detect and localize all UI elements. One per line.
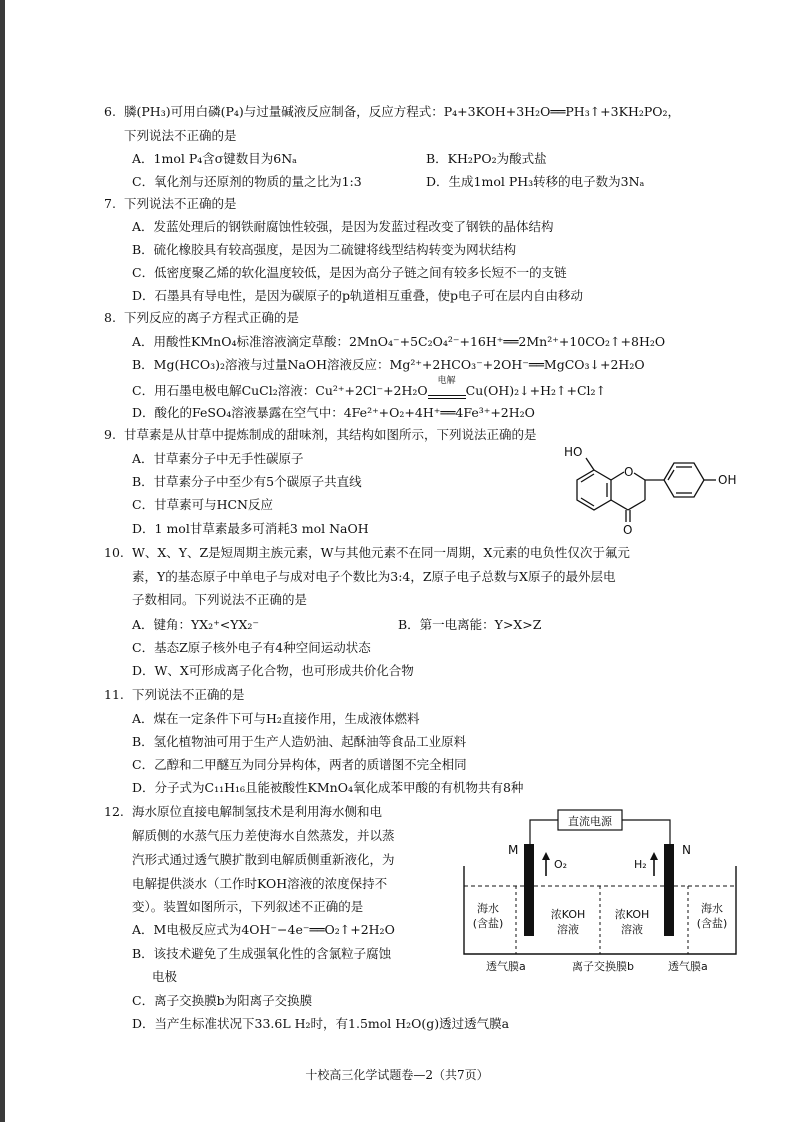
electrolysis-arrow bbox=[428, 376, 466, 399]
question-9-option-d: D．1 mol甘草素最多可消耗3 mol NaOH bbox=[132, 521, 369, 536]
question-6-stem-line-1: 膦(PH₃)可用白磷(P₄)与过量碱液反应制备，反应方程式：P₄+3KOH+3H₂O══PH₃↑+3KH₂PO₂， bbox=[124, 104, 681, 119]
wire-right bbox=[622, 820, 670, 844]
electrode-n-label: N bbox=[682, 843, 691, 857]
seawater-right-label-2: (含盐) bbox=[696, 917, 728, 930]
ring-a-double-bond-1 bbox=[581, 474, 594, 482]
question-6-number: 6. bbox=[104, 104, 116, 119]
electrode-n bbox=[664, 844, 674, 936]
benzene-ring-a bbox=[577, 470, 611, 510]
question-8-option-c-products: Cu(OH)₂↓+H₂↑+Cl₂↑ bbox=[465, 383, 607, 398]
wire-left bbox=[530, 820, 558, 844]
page-footer: 十校高三化学试题卷—2（共7页） bbox=[305, 1068, 489, 1082]
structure-bonds bbox=[577, 458, 716, 522]
benzene-ring-b bbox=[664, 463, 704, 497]
seawater-left-label-2: (含盐) bbox=[472, 917, 504, 930]
question-10-option-a: A．键角：YX₂⁺<YX₂⁻ bbox=[132, 617, 260, 632]
question-6-option-b: B．KH₂PO₂为酸式盐 bbox=[426, 151, 547, 166]
question-12-option-b-line-2: 电极 bbox=[152, 969, 178, 984]
question-7-stem: 下列说法不正确的是 bbox=[124, 196, 237, 211]
question-8-stem: 下列反应的离子方程式正确的是 bbox=[124, 310, 300, 325]
ring-a-double-bond-2 bbox=[581, 498, 594, 506]
question-7-option-c: C．低密度聚乙烯的软化温度较低，是因为高分子链之间有较多长短不一的支链 bbox=[132, 265, 567, 280]
question-11-option-a: A．煤在一定条件下可与H₂直接作用，生成液体燃料 bbox=[132, 711, 420, 726]
question-9-option-b: B．甘草素分子中至少有5个碳原子共直线 bbox=[132, 474, 362, 489]
liquiritigenin-structure-figure bbox=[556, 440, 756, 540]
question-6-option-c: C．氧化剂与还原剂的物质的量之比为1:3 bbox=[132, 174, 362, 189]
electrolysis-condition: 电解 bbox=[437, 376, 456, 386]
question-6-option-a: A．1mol P₄含σ键数目为6Nₐ bbox=[132, 151, 297, 166]
ring-c-bond-1 bbox=[611, 472, 624, 480]
ring-c-bond-5 bbox=[611, 500, 628, 510]
seawater-left-label-1: 海水 bbox=[477, 902, 499, 915]
question-12-option-b-line-1: B．该技术避免了生成强氧化性的含氯粒子腐蚀 bbox=[132, 946, 392, 961]
question-8-option-b: B．Mg(HCO₃)₂溶液与过量NaOH溶液反应：Mg²⁺+2HCO₃⁻+2OH⁻══MgCO₃↓+2H₂O bbox=[132, 357, 645, 372]
o2-arrow-head bbox=[542, 852, 550, 860]
h2-arrow-head bbox=[650, 852, 658, 860]
structure-label-keto-o: O bbox=[623, 523, 633, 537]
question-9-option-a: A．甘草素分子中无手性碳原子 bbox=[132, 451, 304, 466]
koh-right-label-2: 溶液 bbox=[621, 923, 643, 936]
question-9-option-c: C．甘草素可与HCN反应 bbox=[132, 497, 273, 512]
koh-right-label-1: 浓KOH bbox=[614, 908, 650, 921]
question-10-option-c: C．基态Z原子核外电子有4种空间运动状态 bbox=[132, 640, 371, 655]
ring-c-bond-2 bbox=[634, 473, 645, 480]
question-11-option-d: D．分子式为C₁₁H₁₆且能被酸性KMnO₄氧化成苯甲酸的有机物共有8种 bbox=[132, 780, 524, 795]
question-11-stem: 下列说法不正确的是 bbox=[132, 687, 245, 702]
page-edge bbox=[0, 0, 5, 1122]
electrolysis-apparatus-figure bbox=[460, 804, 740, 974]
o2-label: O₂ bbox=[554, 858, 568, 871]
question-6-option-d: D．生成1mol PH₃转移的电子数为3Nₐ bbox=[426, 174, 645, 189]
question-12-stem-line-3: 汽形式通过透气膜扩散到电解质侧重新液化，为 bbox=[132, 852, 395, 867]
question-12-stem-line-4: 电解提供淡水（工作时KOH溶液的浓度保持不 bbox=[132, 876, 388, 891]
question-10-option-d: D．W、X可形成离子化合物，也可形成共价化合物 bbox=[132, 663, 414, 678]
question-12-option-a: A．M电极反应式为4OH⁻−4e⁻══O₂↑+2H₂O bbox=[132, 922, 395, 937]
membrane-a-right-label: 透气膜a bbox=[668, 960, 708, 973]
membrane-b-label: 离子交换膜b bbox=[572, 960, 634, 973]
h2-label: H₂ bbox=[634, 858, 647, 871]
question-11-option-b: B．氢化植物油可用于生产人造奶油、起酥油等食品工业原料 bbox=[132, 734, 467, 749]
membrane-a-left-label: 透气膜a bbox=[486, 960, 526, 973]
question-9-stem: 甘草素是从甘草中提炼制成的甜味剂，其结构如图所示，下列说法正确的是 bbox=[124, 427, 537, 442]
question-12-stem-line-2: 解质侧的水蒸气压力差使海水自然蒸发，并以蒸 bbox=[132, 828, 395, 843]
question-8-option-a: A．用酸性KMnO₄标准溶液滴定草酸：2MnO₄⁻+5C₂O₄²⁻+16H⁺══2Mn²⁺+10CO₂↑+8H₂O bbox=[132, 334, 666, 349]
question-9-number: 9. bbox=[104, 427, 116, 442]
question-11-option-c: C．乙醇和二甲醚互为同分异构体，两者的质谱图不完全相同 bbox=[132, 757, 467, 772]
seawater-right-label-1: 海水 bbox=[701, 902, 723, 915]
question-10-stem-line-2: 素，Y的基态原子中单电子与成对电子个数比为3:4，Z原子电子总数与X原子的最外层电 bbox=[132, 569, 616, 584]
question-10-stem-line-3: 子数相同。下列说法不正确的是 bbox=[132, 592, 308, 607]
question-7-option-b: B．硫化橡胶具有较高强度，是因为二硫键将线型结构转变为网状结构 bbox=[132, 242, 517, 257]
ring-c-bond-4 bbox=[628, 500, 645, 510]
question-7-number: 7. bbox=[104, 196, 116, 211]
question-10-number: 10. bbox=[104, 545, 124, 560]
question-12-stem-line-5: 变）。装置如图所示，下列叙述不正确的是 bbox=[132, 899, 364, 914]
power-supply-label: 直流电源 bbox=[568, 815, 612, 828]
koh-left-label-1: 浓KOH bbox=[550, 908, 586, 921]
structure-label-ho: HO bbox=[564, 445, 583, 459]
electrode-m-label: M bbox=[508, 843, 519, 857]
question-12-stem-line-1: 海水原位直接电解制氢技术是利用海水侧和电 bbox=[132, 804, 383, 819]
structure-label-ring-o: O bbox=[624, 465, 634, 479]
question-8-number: 8. bbox=[104, 310, 116, 325]
koh-left-label-2: 溶液 bbox=[557, 923, 579, 936]
question-12-option-c: C．离子交换膜b为阳离子交换膜 bbox=[132, 993, 313, 1008]
question-8-option-c bbox=[132, 376, 607, 399]
structure-label-oh: OH bbox=[718, 473, 737, 487]
question-8-option-d: D．酸化的FeSO₄溶液暴露在空气中：4Fe²⁺+O₂+4H⁺══4Fe³⁺+2H₂O bbox=[132, 405, 535, 420]
question-6-stem-line-2: 下列说法不正确的是 bbox=[124, 128, 237, 143]
question-11-number: 11. bbox=[104, 687, 124, 702]
electrode-m bbox=[524, 844, 534, 936]
question-7-option-d: D．石墨具有导电性，是因为碳原子的p轨道相互重叠，使p电子可在层内自由移动 bbox=[132, 288, 584, 303]
ho-bond bbox=[586, 458, 594, 470]
question-10-stem-line-1: W、X、Y、Z是短周期主族元素，W与其他元素不在同一周期，X元素的电负性仅次于氟元 bbox=[132, 545, 630, 560]
question-12-option-d: D．当产生标准状况下33.6L H₂时，有1.5mol H₂O(g)透过透气膜a bbox=[132, 1016, 510, 1031]
question-10-option-b: B．第一电离能：Y>X>Z bbox=[398, 617, 542, 632]
question-7-option-a: A．发蓝处理后的钢铁耐腐蚀性较强，是因为发蓝过程改变了钢铁的晶体结构 bbox=[132, 219, 554, 234]
question-8-option-c-text: C．用石墨电极电解CuCl₂溶液：Cu²⁺+2Cl⁻+2H₂O bbox=[132, 383, 428, 398]
question-12-number: 12. bbox=[104, 804, 124, 819]
